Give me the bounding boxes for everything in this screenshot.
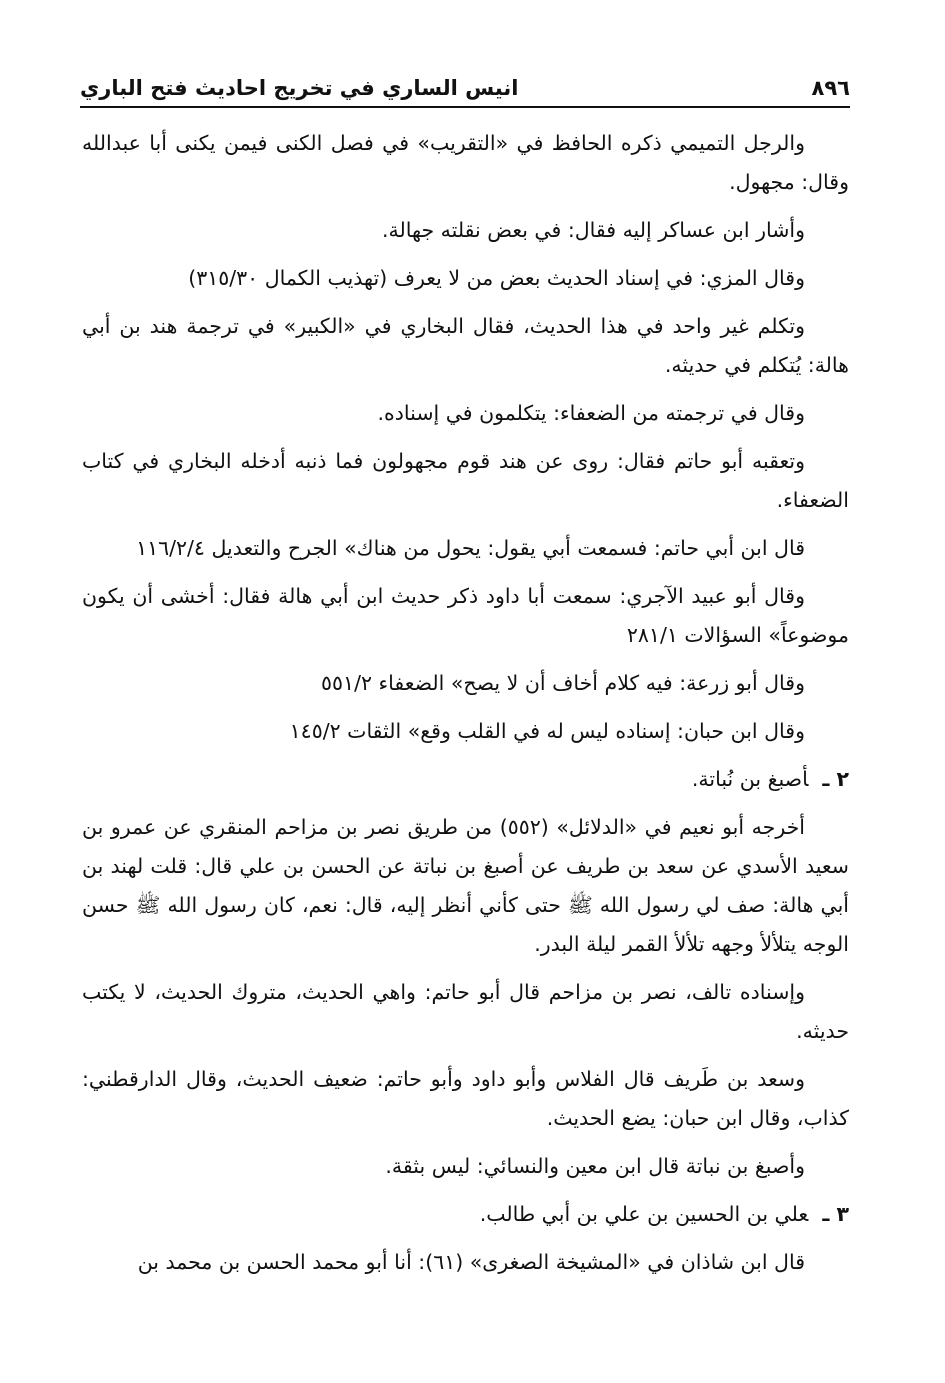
entry-number: ٣ ـ — [822, 1202, 849, 1226]
paragraph: أخرجه أبو نعيم في «الدلائل» (٥٥٢) من طريق نصر بن مزاحم المنقري عن عمرو بن سعيد الأسدي عن سعد بن طريف عن أصبغ بن نباتة عن الحسن بن علي قال: قلت لهند بن أبي هالة: صف لي رسول الله ﷺ حتى كأني أنظر إليه، قال: نعم، كان رسول الله ﷺ حسن الوجه يتلألأ وجهه تلألأ القمر ليلة البدر. — [82, 815, 849, 956]
paragraph: وقال أبو زرعة: فيه كلام أخاف أن لا يصح» الضعفاء ٥٥١/٢ — [321, 671, 805, 695]
paragraph: وقال المزي: في إسناد الحديث بعض من لا يعرف (تهذيب الكمال ٣١٥/٣٠) — [188, 266, 805, 290]
paragraph: وتكلم غير واحد في هذا الحديث، فقال البخاري في «الكبير» في ترجمة هند بن أبي هالة: يُتكلم في حديثه. — [82, 314, 849, 377]
paragraph: وقال في ترجمته من الضعفاء: يتكلمون في إسناده. — [377, 401, 805, 425]
paragraph: وقال أبو عبيد الآجري: سمعت أبا داود ذكر حديث ابن أبي هالة فقال: أخشى أن يكون موضوعاً» السؤالات ٢٨١/١ — [82, 584, 849, 647]
paragraph: قال ابن شاذان في «المشيخة الصغرى» (٦١): أنا أبو محمد الحسن بن محمد بن — [137, 1250, 805, 1274]
page-number: ٨٩٦ — [811, 76, 850, 100]
paragraph: وإسناده تالف، نصر بن مزاحم قال أبو حاتم: واهي الحديث، متروك الحديث، لا يكتب حديثه. — [82, 980, 849, 1043]
entry-title: علي بن الحسين بن علي بن أبي طالب. — [479, 1202, 809, 1226]
entry-title: أصبغ بن نُباتة. — [691, 767, 809, 791]
paragraph: وتعقبه أبو حاتم فقال: روى عن هند قوم مجهولون فما ذنبه أدخله البخاري في كتاب الضعفاء. — [82, 449, 849, 512]
paragraph: وأصبغ بن نباتة قال ابن معين والنسائي: ليس بثقة. — [385, 1154, 805, 1178]
paragraph: وسعد بن طَريف قال الفلاس وأبو داود وأبو حاتم: ضعيف الحديث، وقال الدارقطني: كذاب، وقال ابن حبان: يضع الحديث. — [82, 1067, 849, 1130]
page-header — [80, 70, 850, 100]
header-rule — [80, 106, 850, 108]
paragraph: وأشار ابن عساكر إليه فقال: في بعض نقلته جهالة. — [382, 218, 805, 242]
paragraph: وقال ابن حبان: إسناده ليس له في القلب وقع» الثقات ١٤٥/٢ — [289, 719, 805, 743]
paragraph: والرجل التميمي ذكره الحافظ في «التقريب» في فصل الكنى فيمن يكنى أبا عبدالله وقال: مجهول. — [82, 131, 849, 194]
paragraph: قال ابن أبي حاتم: فسمعت أبي يقول: يحول من هناك» الجرح والتعديل ١١٦/٢/٤ — [136, 536, 805, 560]
book-title: انيس الساري في تخريج احاديث فتح الباري — [80, 76, 519, 100]
entry-heading — [82, 760, 849, 799]
page-body — [82, 124, 849, 1291]
entry-number: ٢ ـ — [822, 767, 849, 791]
entry-heading — [82, 1195, 849, 1234]
